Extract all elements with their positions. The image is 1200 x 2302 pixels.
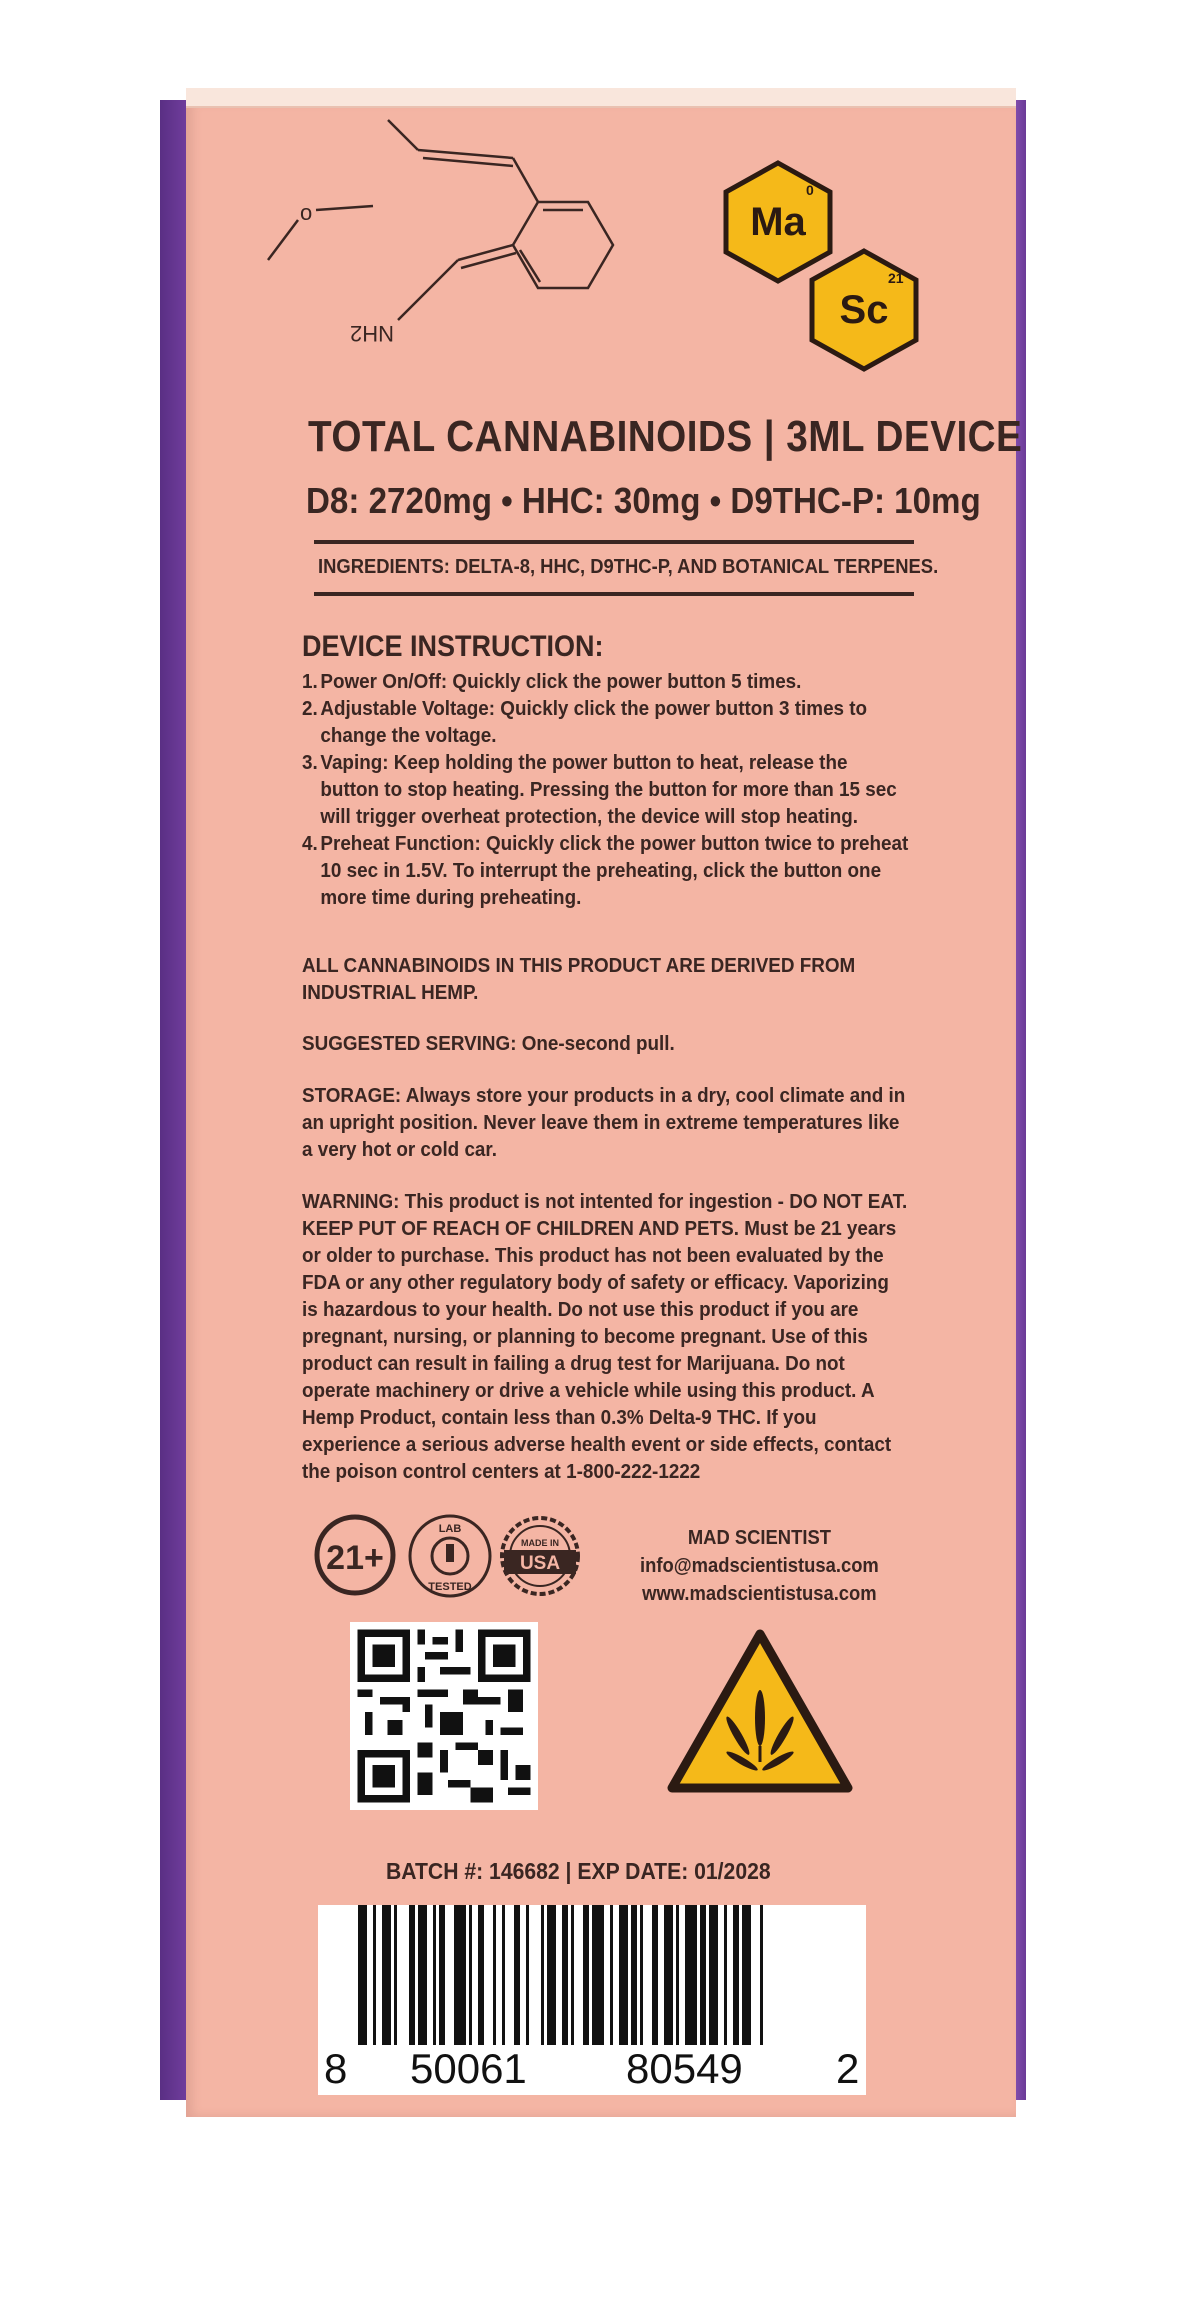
instruction-steps [302,668,909,911]
barcode-bar [733,1905,739,2045]
cannabinoid-amounts: D8: 2720mg • HHC: 30mg • D9THC-P: 10mg [306,480,981,521]
barcode-bar [610,1905,613,2045]
barcode-bar [592,1905,604,2045]
logo-sc-hexagon [808,248,920,372]
warning-body: Must be 21 years or older to purchase. This product has not been evaluated by the FDA or any other regulatory body of safety or efficacy. Vaporizing is hazardous to your health. Do not use this product if you are pregnant, nursing, or planning to become pregnant. Use of this product can result in failing a drug test for Marijuana. Do not operate machinery or drive a vehicle while using this product. A Hemp Product, contain less than 0.3% Delta-9 THC. If you experience a serious adverse health event or side effects, contact the poison control centers at 1-800-222-1222 [302,1217,897,1483]
barcode-bar [439,1905,445,2045]
qr-code-icon[interactable] [350,1622,538,1810]
lab-badge-bottom-text: TESTED [428,1581,472,1593]
barcode-bar [493,1905,496,2045]
batch-exp-date: BATCH #: 146682 | EXP DATE: 01/2028 [386,1858,771,1884]
barcode-bar [418,1905,427,2045]
barcode-bar [742,1905,751,2045]
barcode-bar [640,1905,643,2045]
barcode-digit-group-right: 80549 [626,2045,743,2092]
cannabis-warning-icon [666,1628,854,1796]
logo-ma-number: 0 [806,182,814,198]
molecule-structure-icon [258,110,718,400]
logo-sc-number: 21 [888,270,904,286]
storage-note: STORAGE: Always store your products in a dry, cool climate and in an upright position. Never leave them in extreme temperatures like a very hot or cold car. [302,1084,906,1161]
hemp-derivation-note: ALL CANNABINOIDS IN THIS PRODUCT ARE DERIVED FROM INDUSTRIAL HEMP. [302,954,856,1004]
oxygen-label: o [300,200,313,225]
barcode-bar [619,1905,628,2045]
age-badge-text: 21+ [326,1539,384,1577]
logo-sc-symbol: Sc [839,287,889,332]
instruction-step [302,695,909,749]
total-cannabinoids-headline: TOTAL CANNABINOIDS | 3ML DEVICE [308,412,1023,461]
barcode-bar [709,1905,718,2045]
made-in-usa-icon [494,1514,586,1598]
barcode-bar [541,1905,544,2045]
barcode-bar [469,1905,472,2045]
device-instruction-title: DEVICE INSTRUCTION: [302,630,604,663]
box-top-flap [186,88,1016,108]
warning-intro: This product is not intented for ingestion - [404,1190,790,1213]
barcode-bar [724,1905,727,2045]
barcode-bar [631,1905,637,2045]
barcode-bar [514,1905,520,2045]
barcode-bar [502,1905,505,2045]
ingredients-line: INGREDIENTS: DELTA-8, HHC, D9THC-P, AND BOTANICAL TERPENES. [318,556,939,578]
contact-block [640,1524,879,1608]
contact-email[interactable]: info@madscientistusa.com [640,1555,879,1577]
barcode-bar [547,1905,556,2045]
barcode-bar [382,1905,391,2045]
instruction-step [302,830,909,911]
step-number: 1. [302,670,318,693]
barcode-digit-lead: 8 [324,2045,348,2092]
warning-emphasis: DO NOT EAT. KEEP PUT OF REACH OF CHILDREN AND PETS. [302,1190,908,1240]
step-number: 3. [302,751,318,774]
barcode-bar [760,1905,763,2045]
made-in-text: MADE IN [521,1538,559,1548]
barcode-bar [394,1905,397,2045]
barcode-bar [526,1905,529,2045]
barcode-digit-group-left: 50061 [410,2045,527,2092]
divider-bottom [314,592,914,596]
step-text: Adjustable Voltage: Quickly click the power button 3 times to change the voltage. [320,697,868,747]
barcode-bar [562,1905,568,2045]
logo-ma-symbol: Ma [750,199,806,244]
barcode-bar [652,1905,658,2045]
barcode-bar [664,1905,673,2045]
barcode-bar [571,1905,574,2045]
instruction-step [302,749,909,830]
barcode-bar [583,1905,589,2045]
divider-top [314,540,914,544]
lab-tested-icon [406,1512,494,1600]
barcode-bar [685,1905,697,2045]
warning-label: WARNING: [302,1190,400,1213]
instruction-step [302,668,909,695]
step-number: 2. [302,697,318,720]
usa-text: USA [519,1553,561,1574]
barcode-digit-check: 2 [836,2045,860,2092]
step-number: 4. [302,832,318,855]
barcode-bar [454,1905,466,2045]
step-text: Vaping: Keep holding the power button to heat, release the button to stop heating. Pressing the button for more than 15 sec will trigger overheat protection, the device will stop heating. [320,751,897,828]
barcode-bar [358,1905,367,2045]
amine-label: NH2 [349,321,394,346]
barcode [318,1905,866,2095]
barcode-bar [373,1905,376,2045]
company-name: MAD SCIENTIST [687,1527,831,1549]
suggested-serving: SUGGESTED SERVING: One-second pull. [302,1032,675,1055]
barcode-bars-icon [318,1905,866,2055]
barcode-bar [676,1905,679,2045]
step-text: Power On/Off: Quickly click the power button 5 times. [320,670,802,693]
barcode-bar [700,1905,706,2045]
contact-website[interactable]: www.madscientistusa.com [642,1583,877,1605]
step-text: Preheat Function: Quickly click the power button twice to preheat 10 sec in 1.5V. To interrupt the preheating, click the button one more time during preheating. [320,832,909,909]
barcode-digits [318,2045,866,2095]
lab-badge-top-text: LAB [438,1523,462,1535]
age-21-plus-icon [312,1512,398,1598]
barcode-bar [478,1905,484,2045]
barcode-bar [433,1905,436,2045]
barcode-bar [409,1905,415,2045]
warning-block [302,1188,909,1485]
